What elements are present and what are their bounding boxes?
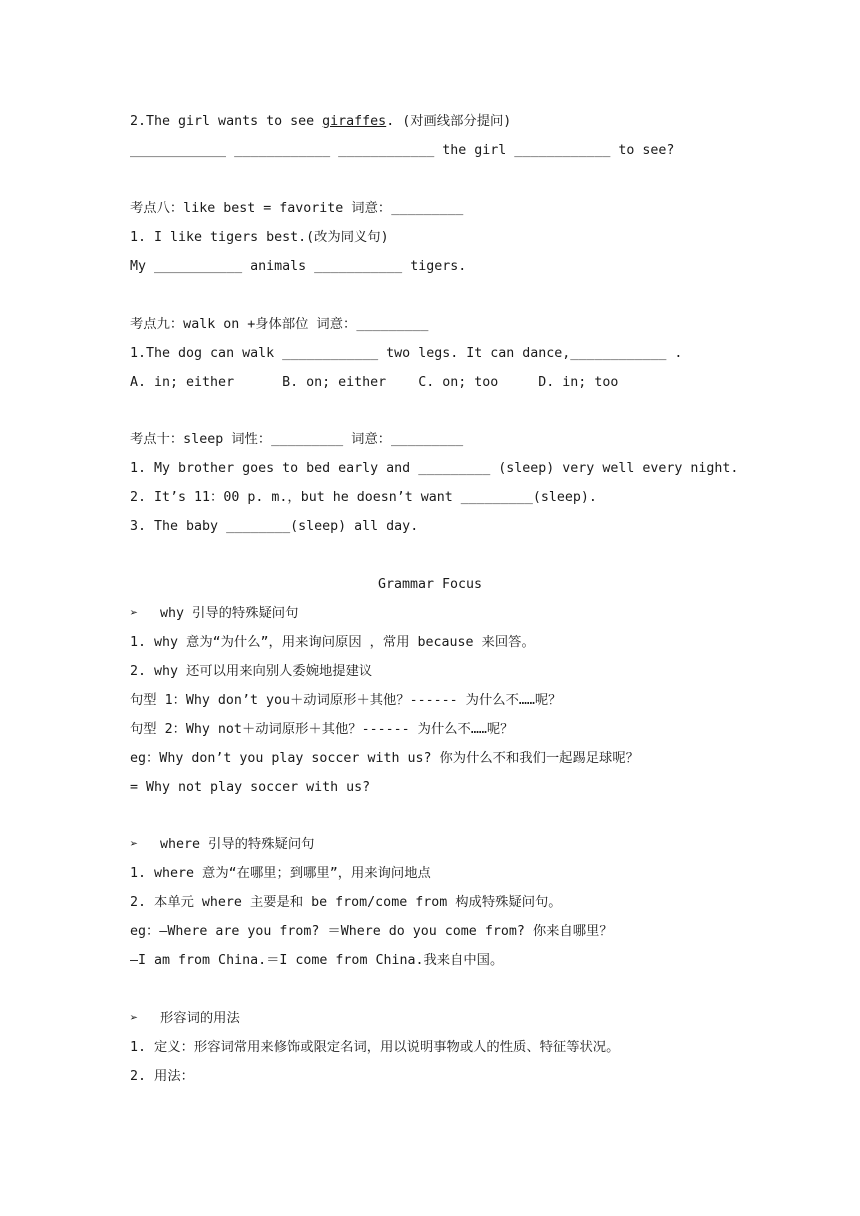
answer-blanks-line: My ___________ animals ___________ tigers. [130,259,467,274]
example-line: eg：Why don’t you play soccer with us? 你为什么不和我们一起踢足球呢？ [130,751,639,766]
section-heading-8: 考点八：like best = favorite 词意：_________ [130,201,464,216]
question-line [130,113,820,131]
text: 2.The girl wants to see [130,114,323,129]
arrow-bullet-icon: ➢ [130,606,139,621]
text-line: 2. 用法： [130,1069,194,1084]
question-line: 1. My brother goes to bed early and _________ (sleep) very well every night. [130,461,739,476]
section-heading-10: 考点十：sleep 词性：_________ 词意：_________ [130,432,464,447]
example-line: —I am from China.＝I come from China.我来自中国。 [130,953,504,968]
text-line: 1. 定义：形容词常用来修饰或限定名词，用以说明事物或人的性质、特征等状况。 [130,1040,620,1055]
text-line: 2. why 还可以用来向别人委婉地提建议 [130,664,373,679]
question-line: 1. I like tigers best.(改为同义句) [130,230,389,245]
text-line: 1. where 意为“在哪里；到哪里”，用来询问地点 [130,866,431,881]
heading-text: why 引导的特殊疑问句 [160,606,299,621]
text-line: 2. 本单元 where 主要是和 be from/come from 构成特殊疑问句。 [130,895,562,910]
example-line: eg：—Where are you from? ＝Where do you come from? 你来自哪里？ [130,924,613,939]
bullet-heading-where [130,836,820,854]
text: . (对画线部分提问) [386,114,512,129]
question-line: 2. It’s 11：00 p. m.，but he doesn’t want _________(sleep). [130,490,597,505]
text-line: 句型 1：Why don’t you＋动词原形＋其他？------ 为什么不……呢？ [130,693,562,708]
arrow-bullet-icon: ➢ [130,837,139,852]
grammar-focus-title: Grammar Focus [377,577,483,592]
choices-line: A. in; either B. on; either C. on; too D. in; too [130,375,619,390]
example-line: = Why not play soccer with us? [130,780,371,795]
bullet-heading-why [130,605,820,623]
question-line: 1.The dog can walk ____________ two legs. It can dance,____________ . [130,346,683,361]
arrow-bullet-icon: ➢ [130,1011,139,1026]
bullet-heading-adjective [130,1010,820,1028]
heading-text: where 引导的特殊疑问句 [160,837,315,852]
underlined-word: giraffes [322,114,387,129]
question-line: 3. The baby ________(sleep) all day. [130,519,419,534]
text-line: 1. why 意为“为什么”，用来询问原因 ，常用 because 来回答。 [130,635,535,650]
text-line: 句型 2：Why not＋动词原形＋其他？------ 为什么不……呢？ [130,722,514,737]
answer-blanks-line: ____________ ____________ ____________ the girl ____________ to see? [130,143,675,158]
section-heading-9: 考点九：walk on +身体部位 词意：_________ [130,317,429,332]
heading-text: 形容词的用法 [160,1011,240,1026]
